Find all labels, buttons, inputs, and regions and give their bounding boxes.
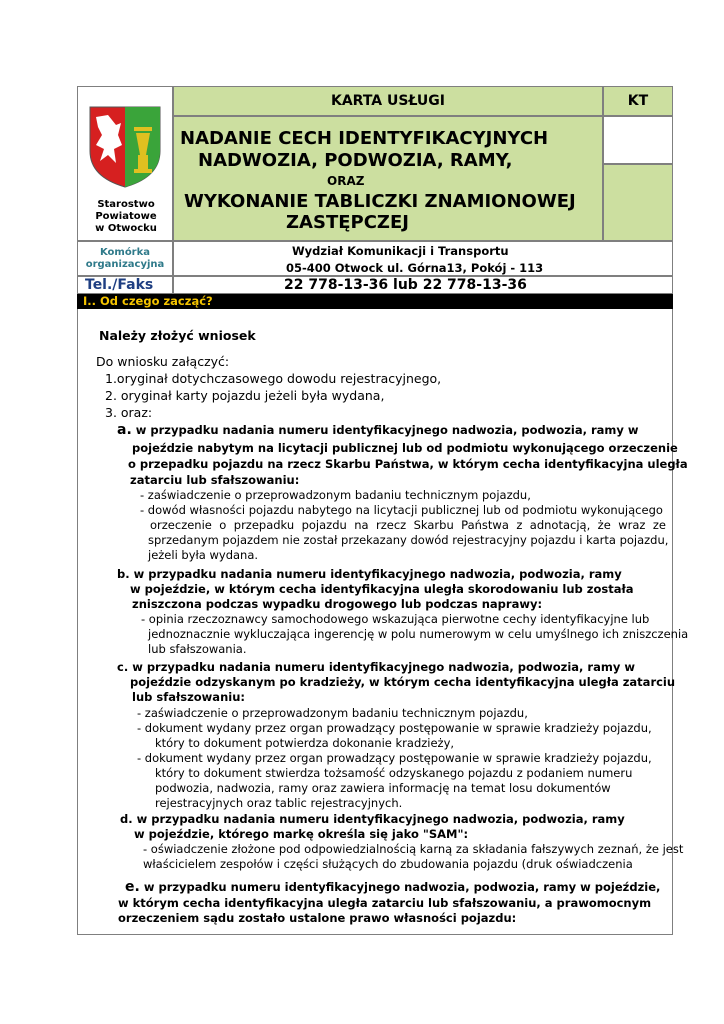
office-name-line2: Powiatowe	[95, 211, 157, 222]
case-c-doc5: który to dokument stwierdza tożsamość odzyskanego pojazdu z podaniem numeru	[155, 766, 633, 780]
case-e-line1	[125, 880, 660, 896]
case-b-line3: zniszczona podczas wypadku drogowego lub podczas naprawy:	[132, 597, 543, 611]
case-b-doc2: jednoznacznie wykluczająca ingerencję w polu numerowym w celu umyślnego ich zniszczenia	[148, 627, 689, 641]
case-c-line2: pojeździe odzyskanym po kradzieży, w którym cecha identyfikacyjna uległa zatarciu	[130, 675, 676, 689]
title-line1: NADANIE CECH IDENTYFIKACYJNYCH	[180, 128, 549, 149]
case-a-heading: w przypadku nadania numeru identyfikacyjnego nadwozia, podwozia, ramy w	[131, 423, 639, 437]
office-name-line3: w Otwocku	[95, 223, 157, 234]
case-e-letter: e.	[125, 879, 140, 895]
attach-item-3: 3. oraz:	[105, 405, 153, 420]
case-d-doc2: właścicielem zespołów i części służących do zbudowania pojazdu (druk oświadczenia	[143, 857, 633, 871]
case-d-line1: d. w przypadku nadania numeru identyfikacyjnego nadwozia, podwozia, ramy	[120, 812, 625, 826]
address: 05-400 Otwock ul. Górna13, Pokój - 113	[286, 261, 544, 275]
case-a-line2: pojeździe nabytym na licytacji publicznej lub od podmiotu wykonującego orzeczenie	[132, 441, 678, 455]
case-c-doc2: - dokument wydany przez organ prowadzący postępowanie w sprawie kradzieży pojazdu,	[137, 721, 652, 735]
card-title: KARTA USŁUGI	[330, 93, 446, 109]
title-oraz: ORAZ	[327, 174, 365, 188]
card-code: KT	[627, 93, 649, 109]
case-c-doc1: - zaświadczenie o przeprowadzonym badaniu technicznym pojazdu,	[137, 706, 528, 720]
case-c-line1: c. w przypadku nadania numeru identyfikacyjnego nadwozia, podwozia, ramy w	[117, 660, 635, 674]
title-line4: ZASTĘPCZEJ	[286, 212, 409, 233]
case-d-doc1: - oświadczenie złożone pod odpowiedzialnością karną za składania fałszywych zeznań, że jest	[143, 842, 684, 856]
attach-item-2: 2. oryginał karty pojazdu jeżeli była wydana,	[105, 388, 385, 403]
title-line3: WYKONANIE TABLICZKI ZNAMIONOWEJ	[184, 191, 576, 212]
case-a-doc2-line4: jeżeli była wydana.	[148, 548, 259, 562]
case-a-doc1: - zaświadczenie o przeprowadzonym badaniu technicznym pojazdu,	[140, 488, 531, 502]
department: Wydział Komunikacji i Transportu	[292, 244, 509, 258]
section-title: I.. Od czego zacząć?	[83, 294, 213, 308]
case-e-line2: w którym cecha identyfikacyjna uległa zatarciu lub sfałszowaniu, a prawomocnym	[118, 896, 652, 910]
card-code-cell	[603, 86, 673, 116]
case-b-line1: b. w przypadku nadania numeru identyfikacyjnego nadwozia, podwozia, ramy	[117, 567, 622, 581]
case-a-letter: a.	[117, 422, 132, 438]
case-a-line4: zatarciu lub sfałszowaniu:	[130, 473, 300, 487]
unit-label-cell	[77, 241, 173, 276]
unit-value-cell	[173, 241, 673, 276]
case-b-doc1: - opinia rzeczoznawcy samochodowego wskazująca pierwotne cechy identyfikacyjne lub	[141, 612, 650, 626]
case-e-line3: orzeczeniem sądu zostało ustalone prawo własności pojazdu:	[118, 911, 517, 925]
case-b-doc3: lub sfałszowania.	[148, 642, 247, 656]
phone-value: 22 778-13-36 lub 22 778-13-36	[284, 277, 527, 293]
phone-label: Tel./Faks	[85, 277, 154, 293]
empty-cell-1	[603, 116, 673, 164]
phone-value-cell	[173, 276, 673, 294]
unit-label-line2: organizacyjna	[85, 258, 165, 270]
case-a-doc2-line2: orzeczenie o przepadku pojazdu na rzecz Skarbu Państwa z adnotacją, że wraz ze	[150, 518, 666, 532]
card-title-cell	[173, 86, 603, 116]
logo-cell	[77, 86, 173, 241]
section-header	[77, 294, 673, 309]
attach-text: Do wniosku załączyć:	[96, 354, 230, 369]
case-a-doc2-line1: - dowód własności pojazdu nabytego na licytacji publicznej lub od podmiotu wykonującego	[140, 503, 663, 517]
lead-text: Należy złożyć wniosek	[99, 328, 256, 343]
case-d-line2: w pojeździe, którego markę określa się jako "SAM":	[134, 827, 469, 841]
service-title-cell	[173, 116, 603, 241]
case-c-line3: lub sfałszowaniu:	[132, 690, 245, 704]
case-c-doc6: podwozia, nadwozia, ramy oraz zawiera informację na temat losu dokumentów	[155, 781, 611, 795]
phone-label-cell	[77, 276, 173, 294]
unit-label-line1: Komórka	[99, 246, 151, 258]
title-line2: NADWOZIA, PODWOZIA, RAMY,	[198, 150, 513, 171]
empty-cell-2	[603, 164, 673, 241]
case-e-heading: w przypadku numeru identyfikacyjnego nadwozia, podwozia, ramy w pojeździe,	[139, 880, 661, 894]
case-c-doc3: który to dokument potwierdza dokonanie kradzieży,	[155, 736, 455, 750]
case-a-line3: o przepadku pojazdu na rzecz Skarbu Państwa, w którym cecha identyfikacyjna uległa	[128, 457, 688, 471]
case-c-doc7: rejestracyjnych oraz tablic rejestracyjnych.	[155, 796, 403, 810]
case-c-doc4: - dokument wydany przez organ prowadzący postępowanie w sprawie kradzieży pojazdu,	[137, 751, 652, 765]
attach-item-1: 1.oryginał dotychczasowego dowodu rejestracyjnego,	[105, 371, 442, 386]
case-a-line1	[117, 423, 639, 439]
case-b-line2: w pojeździe, w którym cecha identyfikacyjna uległa skorodowaniu lub została	[130, 582, 634, 596]
case-a-doc2-line3: sprzedanym pojazdem nie został przekazany dowód rejestracyjny pojazdu i karta pojazdu,	[148, 533, 669, 547]
coat-of-arms-icon	[88, 105, 162, 189]
office-name-line1: Starostwo	[97, 199, 155, 210]
